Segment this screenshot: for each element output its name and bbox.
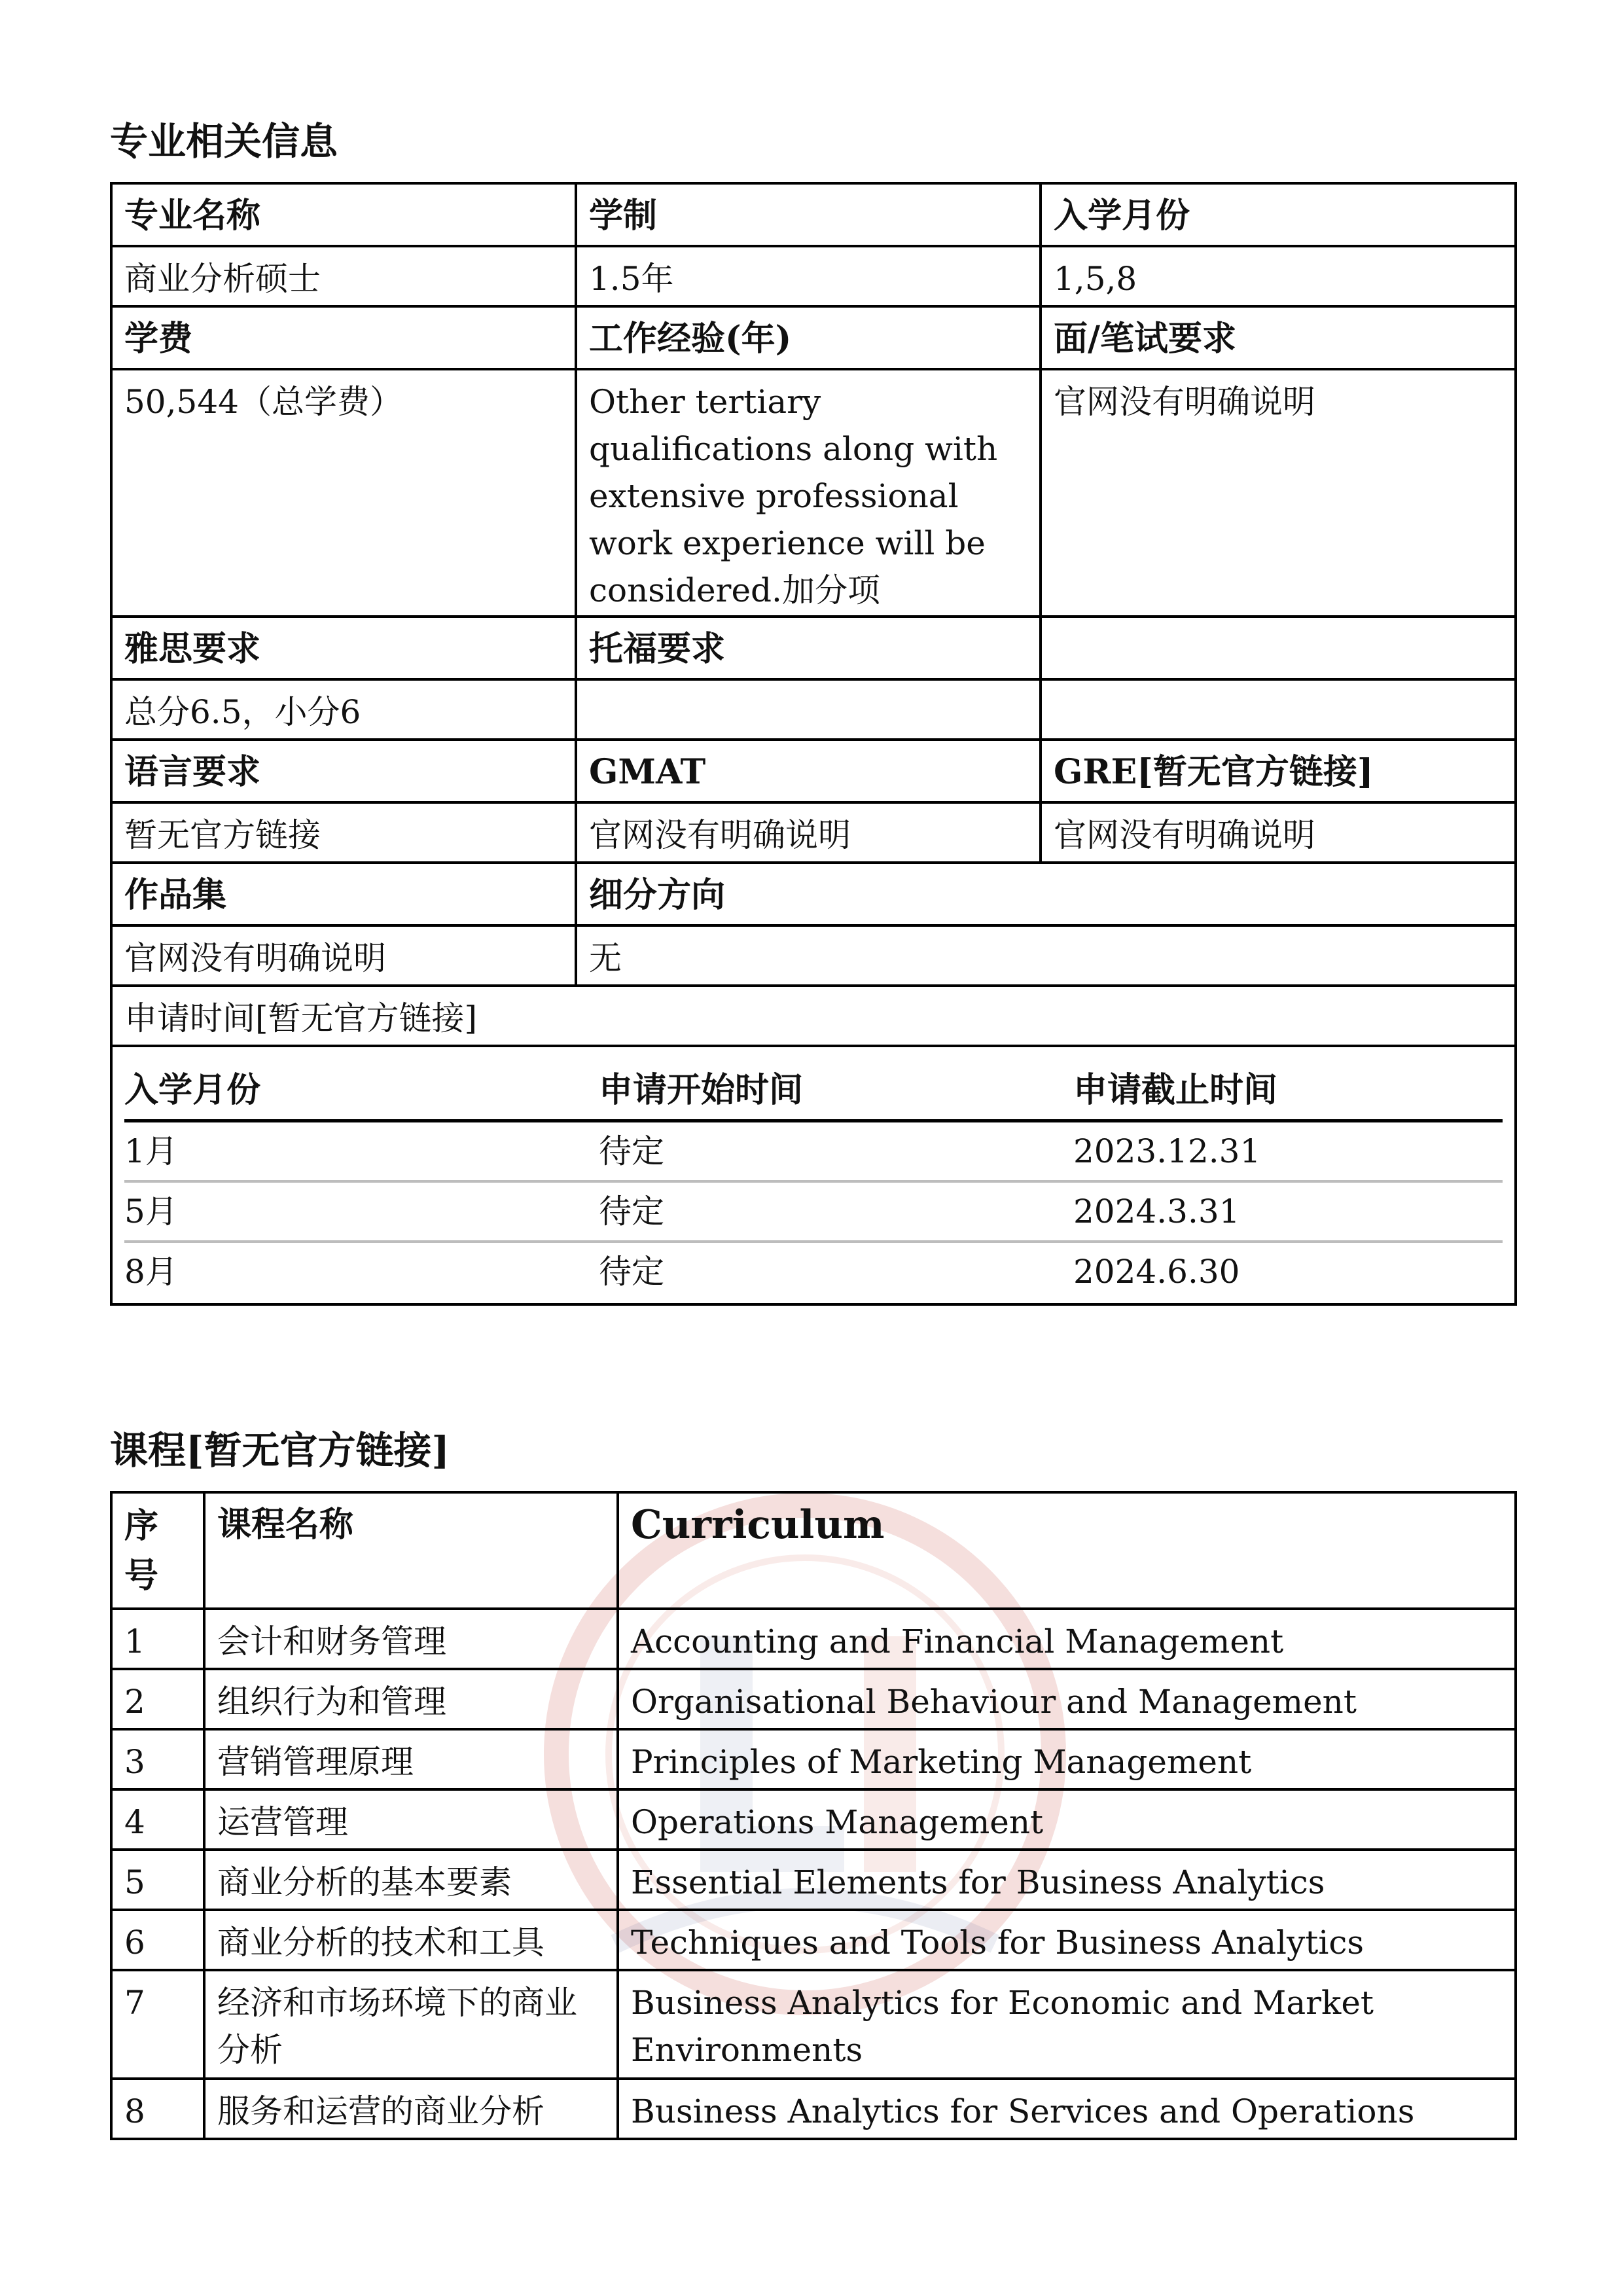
value-program-name: 商业分析硕士 — [111, 246, 576, 306]
course-row — [111, 1789, 1516, 1850]
value-empty — [1041, 679, 1516, 740]
header-language: 语言要求 — [111, 740, 576, 802]
info-value-row — [111, 679, 1516, 740]
course-name-en: Essential Elements for Business Analytics — [618, 1850, 1516, 1910]
course-row — [111, 1609, 1516, 1669]
header-toefl: 托福要求 — [576, 617, 1041, 679]
application-time-label: 申请时间[暂无官方链接] — [111, 986, 1516, 1046]
value-intake-month: 1,5,8 — [1041, 246, 1516, 306]
course-name-cn: 服务和运营的商业分析 — [204, 2079, 618, 2139]
value-language: 暂无官方链接 — [111, 802, 576, 863]
course-row — [111, 1729, 1516, 1789]
header-work-experience: 工作经验(年) — [576, 306, 1041, 369]
header-intake-month: 入学月份 — [1041, 183, 1516, 246]
header-gre: GRE[暂无官方链接] — [1041, 740, 1516, 802]
application-timeline-table — [124, 1062, 1503, 1300]
value-duration: 1.5年 — [576, 246, 1041, 306]
course-row — [111, 2079, 1516, 2139]
course-name-en: Business Analytics for Services and Operations — [618, 2079, 1516, 2139]
info-header-row — [111, 306, 1516, 369]
header-ielts: 雅思要求 — [111, 617, 576, 679]
course-header-row — [111, 1492, 1516, 1609]
course-name-en: Organisational Behaviour and Management — [618, 1669, 1516, 1729]
timeline-intake: 1月 — [124, 1121, 599, 1182]
timeline-start: 待定 — [599, 1121, 1073, 1182]
course-index: 5 — [111, 1850, 204, 1910]
info-section-title: 专业相关信息 — [110, 119, 338, 164]
timeline-deadline: 2024.3.31 — [1073, 1181, 1503, 1242]
info-header-row — [111, 617, 1516, 679]
course-name-cn: 商业分析的技术和工具 — [204, 1910, 618, 1970]
value-gmat: 官网没有明确说明 — [576, 802, 1041, 863]
header-duration: 学制 — [576, 183, 1041, 246]
course-index: 6 — [111, 1910, 204, 1970]
header-specialization: 细分方向 — [576, 863, 1516, 925]
course-name-en: Principles of Marketing Management — [618, 1729, 1516, 1789]
value-ielts: 总分6.5，小分6 — [111, 679, 576, 740]
timeline-row-item — [124, 1242, 1503, 1300]
course-row — [111, 1850, 1516, 1910]
course-name-cn: 会计和财务管理 — [204, 1609, 618, 1669]
course-name-en: Operations Management — [618, 1789, 1516, 1850]
info-value-row — [111, 925, 1516, 986]
timeline-row — [111, 1046, 1516, 1304]
application-time-row — [111, 986, 1516, 1046]
value-tuition: 50,544（总学费） — [111, 369, 576, 617]
header-program-name: 专业名称 — [111, 183, 576, 246]
course-row — [111, 1970, 1516, 2079]
header-interview-requirement: 面/笔试要求 — [1041, 306, 1516, 369]
value-gre: 官网没有明确说明 — [1041, 802, 1516, 863]
info-header-row — [111, 183, 1516, 246]
course-name-cn: 经济和市场环境下的商业分析 — [204, 1970, 618, 2079]
course-index: 1 — [111, 1609, 204, 1669]
course-header-curriculum: Curriculum — [618, 1492, 1516, 1609]
course-name-cn: 商业分析的基本要素 — [204, 1850, 618, 1910]
timeline-header-deadline: 申请截止时间 — [1073, 1062, 1503, 1121]
info-header-row — [111, 740, 1516, 802]
info-header-row — [111, 863, 1516, 925]
course-header-index: 序号 — [111, 1492, 204, 1609]
info-value-row — [111, 369, 1516, 617]
header-gmat: GMAT — [576, 740, 1041, 802]
timeline-header-start: 申请开始时间 — [599, 1062, 1073, 1121]
course-index: 4 — [111, 1789, 204, 1850]
course-section-title: 课程[暂无官方链接] — [110, 1428, 450, 1473]
timeline-header-row — [124, 1062, 1503, 1121]
course-name-cn: 组织行为和管理 — [204, 1669, 618, 1729]
course-row — [111, 1910, 1516, 1970]
timeline-intake: 5月 — [124, 1181, 599, 1242]
course-name-en: Business Analytics for Economic and Market Environments — [618, 1970, 1516, 2079]
timeline-start: 待定 — [599, 1253, 664, 1291]
value-toefl — [576, 679, 1041, 740]
value-work-experience: Other tertiary qualifications along with extensive professional work experience will be considered.加分项 — [576, 369, 1041, 617]
course-index: 2 — [111, 1669, 204, 1729]
course-table — [110, 1491, 1517, 2140]
value-specialization: 无 — [576, 925, 1516, 986]
header-empty — [1041, 617, 1516, 679]
value-portfolio: 官网没有明确说明 — [111, 925, 576, 986]
header-portfolio: 作品集 — [111, 863, 576, 925]
course-name-en: Techniques and Tools for Business Analytics — [618, 1910, 1516, 1970]
timeline-row-item — [124, 1121, 1503, 1182]
info-value-row — [111, 802, 1516, 863]
timeline-cell — [111, 1046, 1516, 1304]
course-index: 3 — [111, 1729, 204, 1789]
header-tuition: 学费 — [111, 306, 576, 369]
timeline-deadline: 2024.6.30 — [1073, 1253, 1240, 1291]
value-interview-requirement: 官网没有明确说明 — [1041, 369, 1516, 617]
timeline-row-item — [124, 1181, 1503, 1242]
timeline-deadline: 2023.12.31 — [1073, 1121, 1503, 1182]
course-name-cn: 营销管理原理 — [204, 1729, 618, 1789]
course-header-name-cn: 课程名称 — [204, 1492, 618, 1609]
course-name-cn: 运营管理 — [204, 1789, 618, 1850]
course-index: 7 — [111, 1970, 204, 2079]
info-value-row — [111, 246, 1516, 306]
timeline-start: 待定 — [599, 1181, 1073, 1242]
timeline-intake: 8月 — [124, 1253, 178, 1291]
course-row — [111, 1669, 1516, 1729]
course-name-en: Accounting and Financial Management — [618, 1609, 1516, 1669]
timeline-header-intake: 入学月份 — [124, 1062, 599, 1121]
program-info-table — [110, 182, 1517, 1306]
course-index: 8 — [111, 2079, 204, 2139]
